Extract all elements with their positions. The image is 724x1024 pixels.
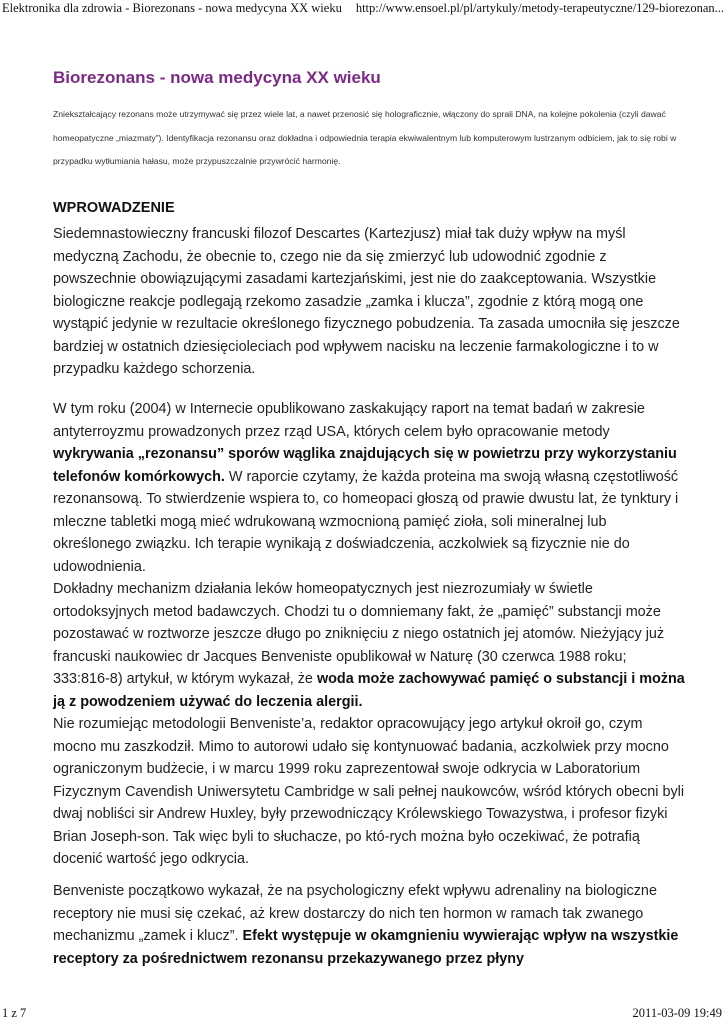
article-intro: Zniekształcający rezonans może utrzymywać się przez wiele lat, a nawet przenosić się holograficznie, włączony do sprali DNA, na kolejne pokolenia (czyli dawać homeopatyczne „miazmaty”). Identyfikacja rezonansu oraz dokładna i odpowiednia terapia ekwiwalentnym lub komputerowym lustrzanym odbiciem, jak to się robi w przypadku wytłumiania hałasu, może przypuszczalnie przywrócić harmonię.	[53, 109, 677, 166]
print-header-page-title: Elektronika dla zdrowia - Biorezonans - nowa medycyna XX wieku	[2, 1, 342, 15]
emphasis-text: wykrywania „rezonansu” sporów wąglika znajdujących się w powietrzu przy wykorzystaniu telefonów komórkowych.	[53, 446, 677, 485]
paragraph-text: W raporcie czytamy, że każda proteina ma swoją własną częstotliwość rezonansową. To stwierdzenie wspiera to, co homeopaci głoszą od prawie dwustu lat, że tynktury i mleczne tabletki mogą mieć wdrukowaną wzmocnioną pamięć zioła, soli mineralnej lub określonego związku. Ich terapie wynikają z doświadczenia, aczkolwiek są fizycznie nie do udowodnienia.	[53, 468, 679, 575]
print-timestamp: 2011-03-09 19:49	[632, 1006, 722, 1020]
print-footer	[0, 1003, 724, 1023]
emphasis-text: Efekt występuje w okamgnieniu wywierając wpływ na wszystkie receptory za pośrednictwem rezonansu przekazywanego przez płyny	[53, 928, 679, 967]
article-title: Biorezonans - nowa medycyna XX wieku	[53, 68, 381, 87]
section-heading-introduction: WPROWADZENIE	[53, 200, 175, 216]
paragraph-text: Nie rozumiejąc metodologii Benveniste’a, redaktor opracowujący jego artykuł okroił go, czym mocno mu zaszkodził. Mimo to autorowi udało się kontynuować badania, aczkolwiek przy mocno ograniczonym budżecie, i w marcu 1999 roku zaprezentował swoje odkrycia w Laboratorium Fizycznym Cavendish Uniwersytetu Cambridge w sali pełnej naukowców, wśród których obecni byli dwaj nobliści sir Andrew Huxley, były przewodniczący Królewskiego Towazystwa, i profesor fizyki Brian Joseph-son. Tak więc byli to słuchacze, po któ-rych można było oczekiwać, że potrafią docenić wartość jego odkrycia.	[53, 716, 685, 867]
paragraph-text: Dokładny mechanizm działania leków homeopatycznych jest niezrozumiały w świetle ortodoksyjnych metod badawczych. Chodzi tu o domniemany fakt, że „pamięć” substancji może pozostawać w roztworze jeszcze długo po zniknięciu z niego ostatnich jej atomów. Nieżyjący już francuski naukowiec dr Jacques Benveniste opublikował w Naturę (30 czerwca 1988 roku; 333:816-8) artykuł, w którym wykazał, że	[53, 581, 665, 687]
page-number: 1 z 7	[2, 1006, 27, 1020]
paragraph-descartes: Siedemnastowieczny francuski filozof Descartes (Kartezjusz) miał tak duży wpływ na myśl medyczną Zachodu, że obecnie to, czego nie da się zmierzyć lub udowodnić zgodnie z powszechnie obowiązującymi zasadami kartezjańskimi, jest nie do zaakceptowania. Wszystkie biologiczne reakcje podlegają rzekomo zasadzie „zamka i klucza”, zgodnie z którą mogą one wystąpić jedynie w rezultacie określonego fizycznego pobudzenia. Ta zasada umocniła się jeszcze bardziej w ostatnich dziesięcioleciach pod wpływem nacisku na leczenie farmakologiczne i to w przypadku każdego schorzenia.	[53, 226, 680, 377]
print-header-url: http://www.ensoel.pl/pl/artykuly/metody-terapeutyczne/129-biorezonan...	[355, 1, 724, 15]
paragraph-text: Benveniste początkowo wykazał, że na psychologiczny efekt wpływu adrenaliny na biologiczne receptory nie musi się czekać, aż krew dostarczy do nich ten hormon w ramach tak zwanego mechanizmu „zamek i klucz”.	[53, 883, 657, 944]
emphasis-text: woda może zachowywać pamięć o substancji i można ją z powodzeniem używać do leczenia alergii.	[53, 671, 685, 710]
paragraph-text: W tym roku (2004) w Internecie opublikowano zaskakujący raport na temat badań w zakresie antyterroyzmu prowadzonych przez rząd USA, których celem było opracowanie metody	[53, 401, 645, 440]
print-header	[0, 0, 724, 20]
paragraph-resonance-report	[53, 398, 685, 871]
paragraph-benveniste	[53, 880, 685, 970]
